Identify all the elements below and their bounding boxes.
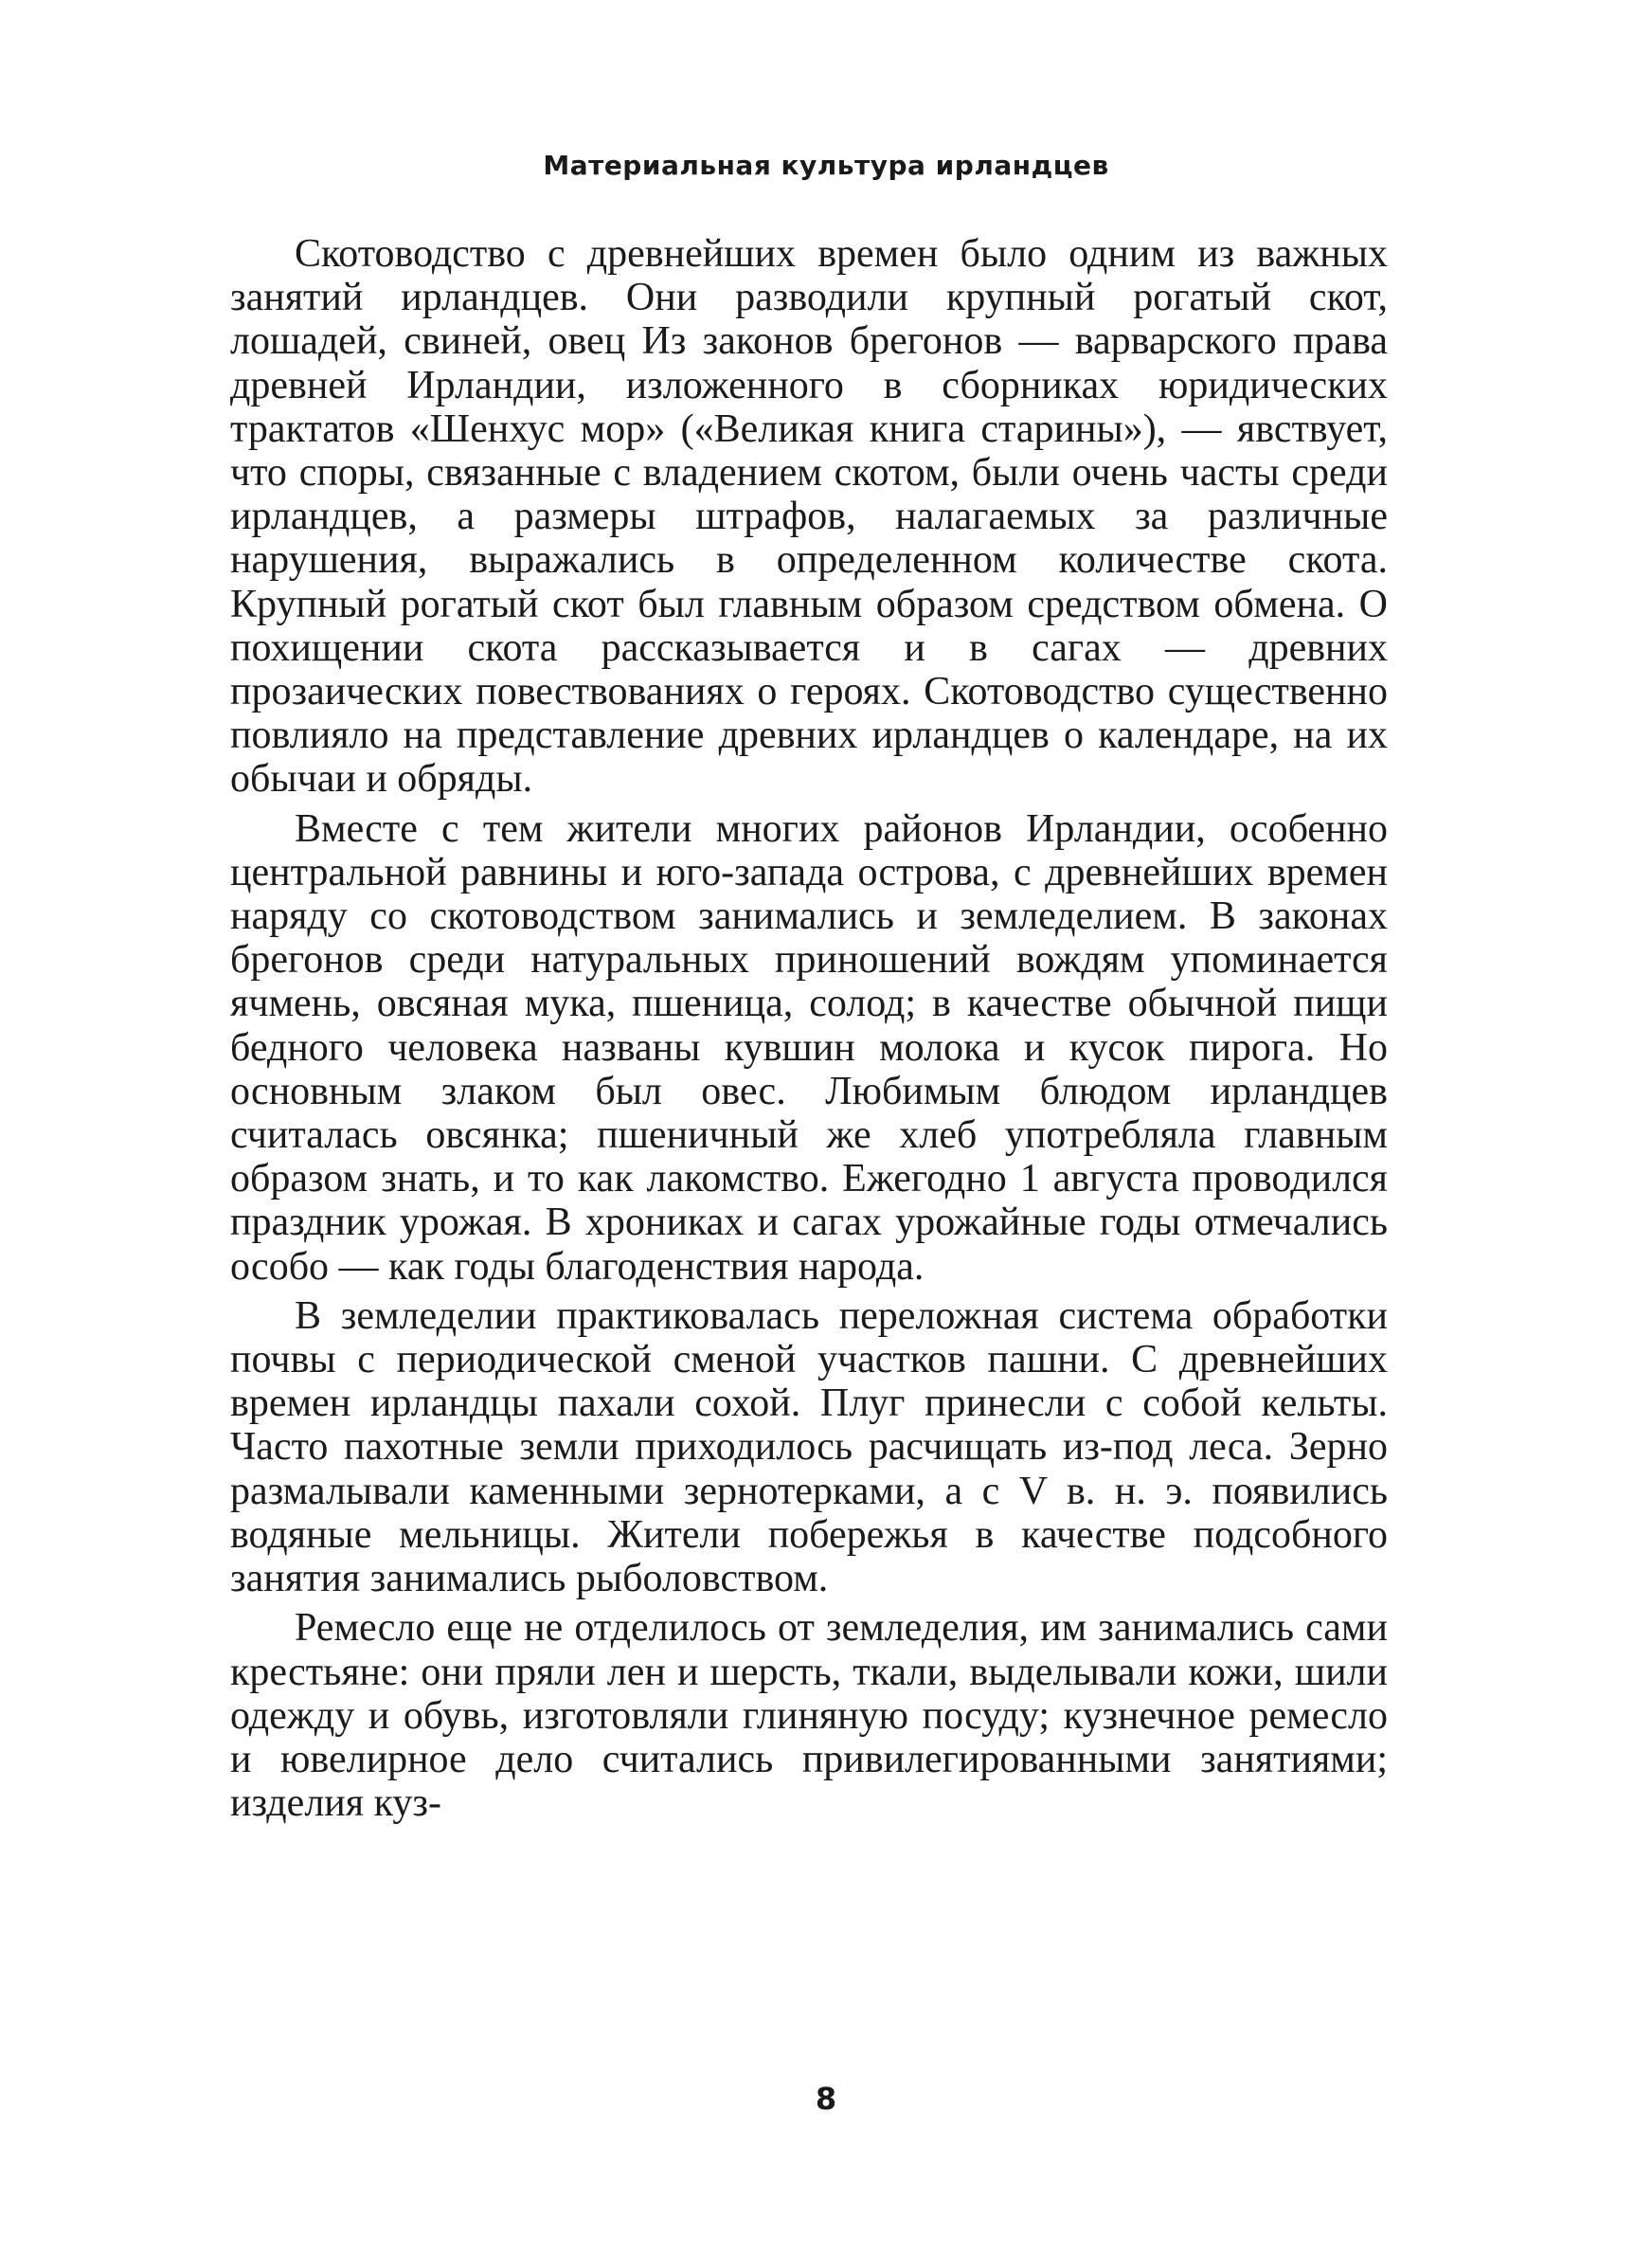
paragraph-farming-system: В земледелии практиковалась переложная система обработки почвы с периодической сменой участков пашни. С древнейших времен ирландцы пахали сохой. Плуг принесли с собой кельты. Часто пахотные земли приходилось расчищать из-под леса. Зерно размалывали каменными зернотерками, а с V в. н. э. появились водяные мельницы. Жители побережья в качестве подсобного занятия занимались рыболовством. [230,1293,1388,1601]
paragraph-agriculture: Вместе с тем жители многих районов Ирландии, особенно центральной равнины и юго-запада острова, с древнейших времен наряду со скотоводством занимались и земледелием. В законах брегонов среди натуральных приношений вождям упоминается ячмень, овсяная мука, пшеница, солод; в качестве обычной пищи бедного человека названы кувшин молока и кусок пирога. Но основным злаком был овес. Любимым блюдом ирландцев считалась овсянка; пшеничный же хлеб употребляла главным образом знать, и то как лакомство. Ежегодно 1 августа проводился праздник урожая. В хрониках и сагах урожайные годы отмечались особо — как годы благоденствия народа. [230,806,1388,1289]
paragraph-livestock: Скотоводство с древнейших времен было одним из важных занятий ирландцев. Они разводили крупный рогатый скот, лошадей, свиней, овец Из законов брегонов — варварского права древней Ирландии, изложенного в сборниках юридических трактатов «Шенхус мор» («Великая книга старины»), — явствует, что споры, связанные с владением скотом, были очень часты среди ирландцев, а размеры штрафов, налагаемых за различные нарушения, выражались в определенном количестве скота. Крупный рогатый скот был главным образом средством обмена. О похищении скота рассказывается и в сагах — древних прозаических повествованиях о героях. Скотоводство существенно повлияло на представление древних ирландцев о календаре, на их обычаи и обряды. [230,232,1388,802]
paragraph-crafts: Ремесло еще не отделилось от земледелия, им занимались сами крестьяне: они пряли лен и шерсть, ткали, выделывали кожи, шили одежду и обувь, изготовляли глиняную посуду; кузнечное ремесло и ювелирное дело считались привилегированными занятиями; изделия куз- [230,1606,1388,1826]
page-number: 8 [815,2081,837,2117]
body-text [230,232,1388,1831]
running-head: Материальная культура ирландцев [543,150,1109,181]
